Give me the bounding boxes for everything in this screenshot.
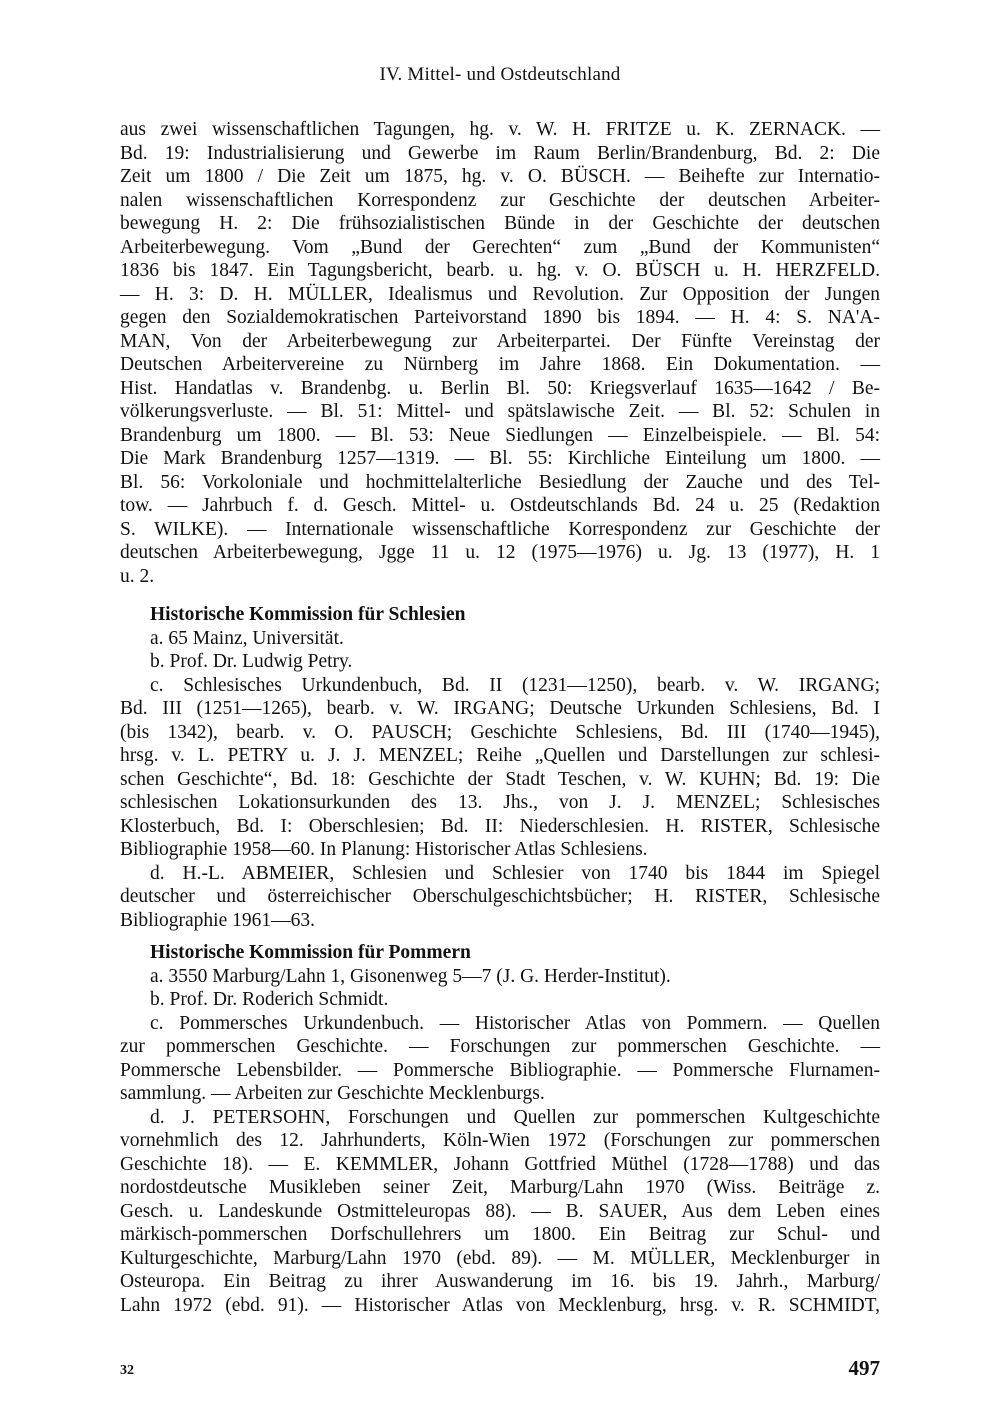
text-line: u. 2. — [120, 565, 155, 587]
text-line: Hist. Handatlas v. Brandenbg. u. Berlin Bl. 50: Kriegsverlauf 1635—1642 / Be- — [120, 377, 880, 399]
text-line: vornehmlich des 12. Jahrhunderts, Köln-Wien 1972 (Forschungen zur pommerschen — [120, 1130, 880, 1151]
text-line: Bl. 56: Vorkoloniale und hochmittelalterliche Besiedlung der Zauche und des Tel- — [120, 471, 880, 493]
text-line: Die Mark Brandenburg 1257—1319. — Bl. 55: Kirchliche Einteilung um 1800. — — [120, 448, 880, 469]
text-line: b. Prof. Dr. Ludwig Petry. — [150, 651, 353, 672]
text-line: Gesch. u. Landeskunde Ostmitteleuropas 88). — B. SAUER, Aus dem Leben eines — [120, 1200, 880, 1222]
text-line: Kulturgeschichte, Marburg/Lahn 1970 (ebd. 89). — M. MÜLLER, Mecklenburger in — [120, 1247, 880, 1269]
section-pommern — [120, 941, 880, 1317]
text-line: d. J. PETERSOHN, Forschungen und Quellen zur pommerschen Kultgeschichte — [150, 1106, 880, 1128]
text-line: — H. 3: D. H. MÜLLER, Idealismus und Revolution. Zur Opposition der Jungen — [120, 283, 880, 305]
text-line: b. Prof. Dr. Roderich Schmidt. — [150, 989, 389, 1010]
text-line: d. H.-L. ABMEIER, Schlesien und Schlesier von 1740 bis 1844 im Spiegel — [150, 862, 880, 884]
text-line: hrsg. v. L. PETRY u. J. J. MENZEL; Reihe „Quellen und Darstellungen zur schlesi- — [120, 745, 880, 766]
text-line: tow. — Jahrbuch f. d. Gesch. Mittel- u. Ostdeutschlands Bd. 24 u. 25 (Redaktion — [120, 495, 880, 516]
page-number: 497 — [848, 1356, 880, 1380]
text-line: schlesischen Lokationsurkunden des 13. Jhs., von J. J. MENZEL; Schlesisches — [120, 792, 880, 813]
text-line: gegen den Sozialdemokratischen Parteivorstand 1890 bis 1894. — H. 4: S. NA'A- — [120, 307, 880, 328]
text-line: S. WILKE). — Internationale wissenschaftliche Korrespondenz zur Geschichte der — [120, 518, 880, 540]
text-line: Pommersche Lebensbilder. — Pommersche Bibliographie. — Pommersche Flurnamen- — [120, 1059, 880, 1081]
text-line: deutschen Arbeiterbewegung, Jgge 11 u. 12 (1975—1976) u. Jg. 13 (1977), H. 1 — [120, 542, 880, 563]
text-line: Brandenburg um 1800. — Bl. 53: Neue Siedlungen — Einzelbeispiele. — Bl. 54: — [120, 424, 880, 446]
text-line: c. Schlesisches Urkundenbuch, Bd. II (1231—1250), bearb. v. W. IRGANG; — [150, 674, 880, 696]
signature-mark: 32 — [120, 1363, 134, 1378]
section-heading: Historische Kommission für Pommern — [150, 942, 471, 963]
text-line: Zeit um 1800 / Die Zeit um 1875, hg. v. O. BÜSCH. — Beihefte zur Internatio- — [120, 166, 880, 187]
text-line: Osteuropa. Ein Beitrag zu ihrer Auswanderung im 16. bis 19. Jahrh., Marburg/ — [120, 1271, 880, 1292]
text-line: Bibliographie 1958—60. In Planung: Historischer Atlas Schlesiens. — [120, 839, 648, 860]
text-line: Bibliographie 1961—63. — [120, 909, 315, 931]
text-line: Lahn 1972 (ebd. 91). — Historischer Atlas von Mecklenburg, hrsg. v. R. SCHMIDT, — [120, 1294, 880, 1316]
text-line: 1836 bis 1847. Ein Tagungsbericht, bearb. u. hg. v. O. BÜSCH u. H. HERZFELD. — [120, 260, 880, 281]
text-line: märkisch-pommerschen Dorfschullehrers um 1800. Ein Beitrag zur Schul- und — [120, 1224, 880, 1245]
text-line: a. 65 Mainz, Universität. — [150, 627, 344, 649]
text-line: Deutschen Arbeitervereine zu Nürnberg im Jahre 1868. Ein Dokumentation. — — [120, 354, 880, 375]
intro-paragraph — [120, 118, 880, 588]
text-line: bewegung H. 2: Die frühsozialistischen Bünde in der Geschichte der deutschen — [120, 213, 880, 234]
text-line: MAN, Von der Arbeiterbewegung zur Arbeiterpartei. Der Fünfte Vereinstag der — [120, 330, 880, 352]
text-line: a. 3550 Marburg/Lahn 1, Gisonenweg 5—7 (J. G. Herder-Institut). — [150, 965, 671, 987]
text-line: (bis 1342), bearb. v. O. PAUSCH; Geschichte Schlesiens, Bd. III (1740—1945), — [120, 721, 880, 743]
text-line: schen Geschichte“, Bd. 18: Geschichte der Stadt Teschen, v. W. KUHN; Bd. 19: Die — [120, 768, 880, 790]
text-line: Geschichte 18). — E. KEMMLER, Johann Gottfried Müthel (1728—1788) und das — [120, 1153, 880, 1175]
text-line: Arbeiterbewegung. Vom „Bund der Gerechten“ zum „Bund der Kommunisten“ — [120, 236, 880, 258]
section-schlesien — [120, 603, 880, 932]
text-line: Bd. 19: Industrialisierung und Gewerbe im Raum Berlin/Brandenburg, Bd. 2: Die — [120, 142, 880, 164]
text-line: völkerungsverluste. — Bl. 51: Mittel- und spätslawische Zeit. — Bl. 52: Schulen in — [120, 401, 880, 422]
text-line: zur pommerschen Geschichte. — Forschungen zur pommerschen Geschichte. — — [120, 1036, 880, 1057]
text-line: sammlung. — Arbeiten zur Geschichte Mecklenburgs. — [120, 1083, 545, 1104]
text-line: Bd. III (1251—1265), bearb. v. W. IRGANG; Deutsche Urkunden Schlesiens, Bd. I — [120, 698, 880, 719]
text-line: aus zwei wissenschaftlichen Tagungen, hg. v. W. H. FRITZE u. K. ZERNACK. — — [120, 119, 880, 140]
text-line: deutscher und österreichischer Oberschulgeschichtsbücher; H. RISTER, Schlesische — [120, 886, 880, 907]
section-heading: Historische Kommission für Schlesien — [150, 604, 466, 625]
text-line: Klosterbuch, Bd. I: Oberschlesien; Bd. II: Niederschlesien. H. RISTER, Schlesische — [120, 815, 880, 837]
text-line: nordostdeutsche Musikleben seiner Zeit, Marburg/Lahn 1970 (Wiss. Beiträge z. — [120, 1177, 880, 1198]
text-line: nalen wissenschaftlichen Korrespondenz zur Geschichte der deutschen Arbeiter- — [120, 189, 880, 211]
text-line: c. Pommersches Urkundenbuch. — Historischer Atlas von Pommern. — Quellen — [150, 1012, 880, 1034]
running-head: IV. Mittel- und Ostdeutschland — [379, 64, 621, 85]
